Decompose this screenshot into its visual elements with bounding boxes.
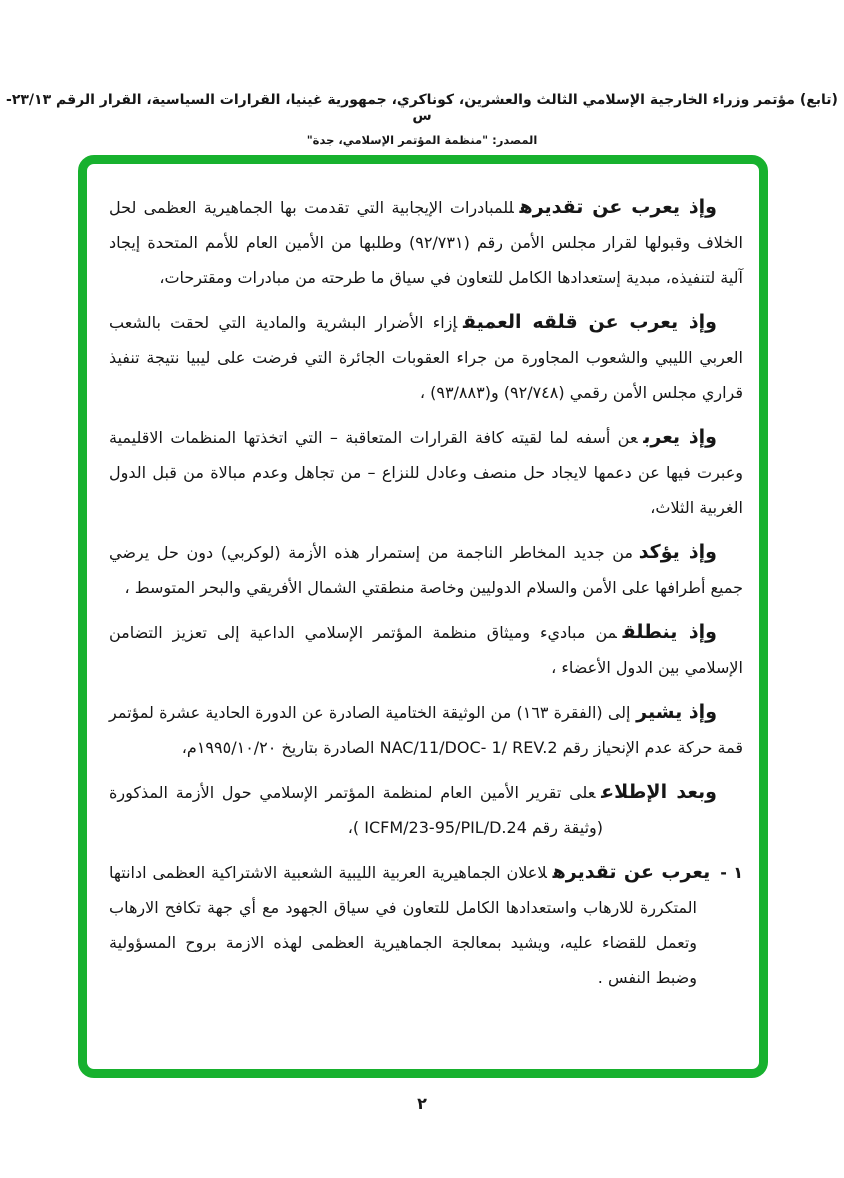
item-lead: يعرب عن تقديره [552, 861, 711, 883]
paragraph-lead: وإذ يؤكد [638, 541, 717, 563]
paragraph-text: على تقرير الأمين العام لمنظمة المؤتمر الإسلامي حول الأزمة المذكورة [109, 783, 596, 802]
document-reference-number: (وثيقة رقم ICFM/23-95/PIL/D.24 )، [347, 818, 603, 837]
paragraph-text: من جديد المخاطر الناجمة من إستمرار هذه الأزمة (لوكربي) دون حل يرضي جميع أطرافها على الأمن والسلام الدوليين وخاصة منطقتي الشمال الأفريقي والبحر المتوسط ، [109, 543, 743, 597]
paragraph-text: إزاء الأضرار البشرية والمادية التي لحقت بالشعب العربي الليبي والشعوب المجاورة من جراء العقوبات الجائرة التي فرضت على ليبيا نتيجة تنفيذ قراري مجلس الأمن رقمي (٩٢/٧٤٨) و(٩٣/٨٨٣) ، [109, 313, 743, 402]
preamble-paragraph-5 [109, 615, 743, 685]
header-source: المصدر: "منظمة المؤتمر الإسلامي، جدة" [306, 133, 538, 147]
preamble-paragraph-3 [109, 420, 743, 525]
document-header [0, 92, 844, 147]
resolution-body [87, 164, 759, 995]
preamble-paragraph-2 [109, 305, 743, 410]
green-highlight-box [78, 155, 768, 1078]
paragraph-lead: وبعد الإطلاع [601, 781, 717, 803]
item-number: ١ - [720, 863, 743, 882]
paragraph-lead: وإذ يعرب [643, 426, 717, 448]
paragraph-lead: وإذ يعرب عن قلقه العميق [462, 311, 717, 333]
header-citation: (تابع) مؤتمر وزراء الخارجية الإسلامي الثالث والعشرين، كوناكري، جمهورية غينيا، القرارات السياسية، القرار الرقم ٢٣/١٣-س [6, 92, 838, 124]
paragraph-text: للمبادرات الإيجابية التي تقدمت بها الجماهيرية العظمى لحل الخلاف وقبولها لقرار مجلس الأمن رقم (٩٢/٧٣١) وطلبها من الأمين العام للأمم المتحدة إيجاد آلية لتنفيذه، مبدية إستعدادها الكامل للتعاون في سياق ما طرحته من مبادرات ومقترحات، [109, 198, 743, 287]
paragraph-text: عن أسفه لما لقيته كافة القرارات المتعاقبة – التي اتخذتها المنظمات الاقليمية وعبرت فيها عن دعمها لايجاد حل منصف وعادل للنزاع – من تجاهل وعدم مبالاة من قبل الدول الغربية الثلاث، [109, 428, 743, 517]
paragraph-lead: وإذ يعرب عن تقديره [519, 196, 717, 218]
item-text: لاعلان الجماهيرية العربية الليبية الشعبية الاشتراكية العظمى ادانتها المتكررة للارهاب واستعدادها الكامل للتعاون في سياق الجهود مع أي جهة تكافح الارهاب وتعمل للقضاء عليه، ويشيد بمعالجة الجماهيرية العظمى لهذه الازمة بروح المسؤولية وضبط النفس . [109, 863, 697, 987]
operative-paragraph-1 [109, 855, 743, 995]
paragraph-text: إلى (الفقرة ١٦٣) من الوثيقة الختامية الصادرة عن الدورة الحادية عشرة لمؤتمر قمة حركة عدم الإنحياز رقم NAC/11/DOC- 1/ REV.2 الصادرة بتاريخ ١٩٩٥/١٠/٢٠م، [109, 703, 743, 757]
preamble-paragraph-1 [109, 190, 743, 295]
preamble-paragraph-7 [109, 775, 743, 810]
page-number: ٢ [417, 1094, 427, 1113]
paragraph-text: من مباديء وميثاق منظمة المؤتمر الإسلامي الداعية إلى تعزيز التضامن الإسلامي بين الدول الأعضاء ، [109, 623, 743, 677]
paragraph-lead: وإذ ينطلق [622, 621, 717, 643]
paragraph-lead: وإذ يشير [636, 701, 717, 723]
preamble-paragraph-6 [109, 695, 743, 765]
preamble-paragraph-4 [109, 535, 743, 605]
